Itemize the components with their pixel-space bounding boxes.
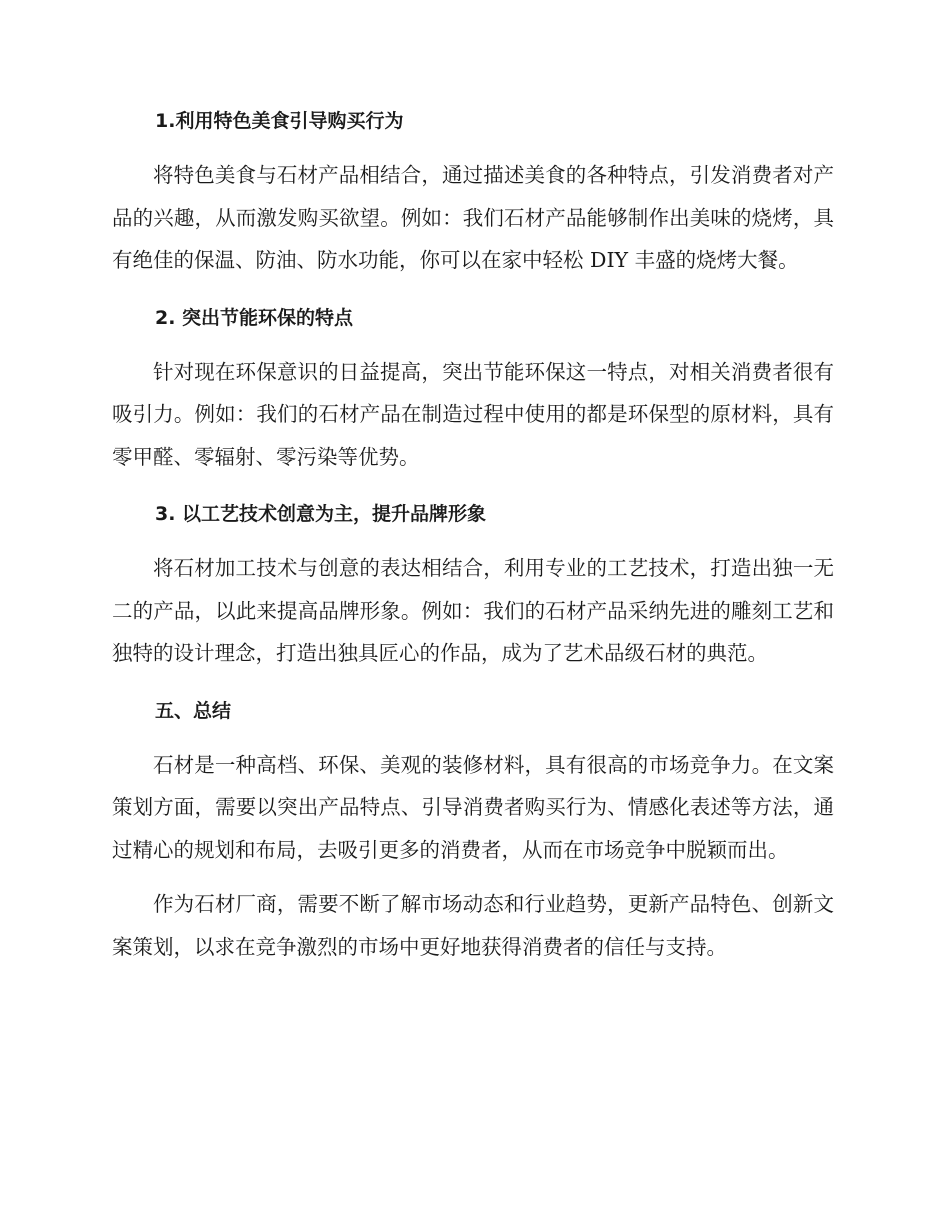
section-paragraph-1: 将特色美食与石材产品相结合，通过描述美食的各种特点，引发消费者对产品的兴趣，从而激发购买欲望。例如：我们石材产品能够制作出美味的烧烤，具有绝佳的保温、防油、防水功能，你可以在家中轻松 DIY 丰盛的烧烤大餐。 bbox=[112, 163, 834, 272]
section-heading-summary: 五、总结 bbox=[155, 699, 232, 722]
document-page bbox=[112, 107, 834, 968]
section-heading-1: 1.利用特色美食引导购买行为 bbox=[155, 110, 404, 132]
closing-paragraph: 作为石材厂商，需要不断了解市场动态和行业趋势，更新产品特色、创新文案策划，以求在竞争激烈的市场中更好地获得消费者的信任与支持。 bbox=[112, 892, 834, 959]
section-heading-3: 3. 以工艺技术创意为主，提升品牌形象 bbox=[155, 503, 487, 525]
section-heading-2: 2. 突出节能环保的特点 bbox=[155, 306, 354, 329]
section-paragraph-2: 针对现在环保意识的日益提高，突出节能环保这一特点，对相关消费者很有吸引力。例如：我们的石材产品在制造过程中使用的都是环保型的原材料，具有零甲醛、零辐射、零污染等优势。 bbox=[112, 359, 834, 469]
summary-paragraph: 石材是一种高档、环保、美观的装修材料，具有很高的市场竞争力。在文案策划方面，需要以突出产品特点、引导消费者购买行为、情感化表述等方法，通过精心的规划和布局，去吸引更多的消费者，从而在市场竞争中脱颖而出。 bbox=[112, 752, 834, 862]
section-paragraph-3: 将石材加工技术与创意的表达相结合，利用专业的工艺技术，打造出独一无二的产品，以此来提高品牌形象。例如：我们的石材产品采纳先进的雕刻工艺和独特的设计理念，打造出独具匠心的作品，成为了艺术品级石材的典范。 bbox=[112, 556, 834, 665]
